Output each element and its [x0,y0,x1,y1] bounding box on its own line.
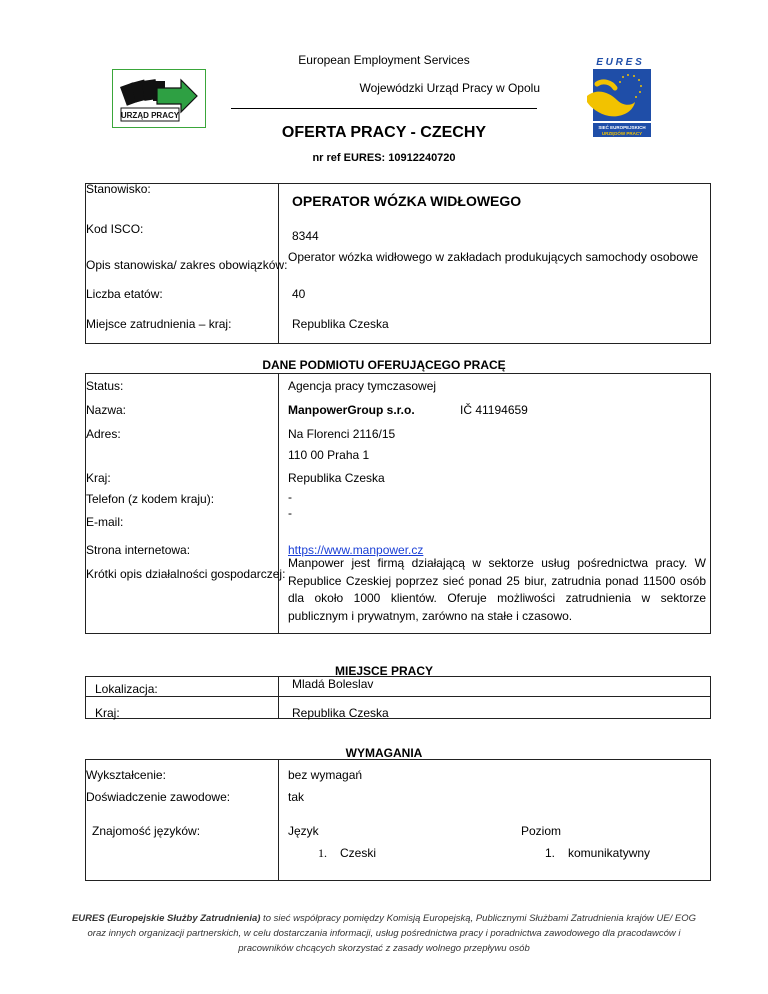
status-value: Agencja pracy tymczasowej [288,379,437,393]
miejsce-zatrudnienia-label: Miejsce zatrudnienia – kraj: [86,317,232,331]
level-value: komunikatywny [568,846,651,860]
stanowisko-value: OPERATOR WÓZKA WIDŁOWEGO [292,193,522,209]
telefon-value: - [288,490,292,504]
opis-stanowiska-value: Operator wózka widłowego w zakładach produkujących samochody osobowe [288,250,699,264]
miejsce-zatrudnienia-value: Republika Czeska [292,317,389,331]
email-value: - [288,506,292,520]
ic-value: IČ 41194659 [460,403,528,417]
kraj-label: Kraj: [86,471,111,485]
footer-note [60,911,708,956]
doswiadczenie-label: Doświadczenie zawodowe: [86,790,231,804]
urzad-pracy-logo-text: URZĄD PRACY [120,111,180,120]
stanowisko-label: Stanowisko: [86,182,151,196]
opis-dzialalnosci-value: Manpower jest firmą działającą w sektorze usług pośrednictwa pracy. W Republice Czeskiej poprzez sieć ponad 25 biur, zatrudnia ponad 11500 osób dla około 1000 klientów. Oferuje możliwości zatrudnienia w sektorze publicznym i prywatnym, zarówno na stałe i czasowo. [288,556,706,623]
urzad-pracy-logo-icon [113,70,205,127]
telefon-label: Telefon (z kodem kraju): [86,492,215,506]
jezyki-label: Znajomość języków: [92,824,201,838]
poziom-header: Poziom [521,824,562,838]
reference-number: nr ref EURES: 10912240720 [312,152,456,164]
workplace-table [85,676,711,719]
urzad-pracy-logo [112,69,206,128]
www-label: Strona internetowa: [86,543,191,557]
workplace-row-divider [85,696,710,697]
workplace-kraj-label: Kraj: [95,706,120,720]
lokalizacja-value: Mladá Boleslav [292,677,374,691]
header-org: European Employment Services [298,53,470,67]
nazwa-label: Nazwa: [86,403,127,417]
employer-table-divider [278,373,279,633]
language-name: Czeski [340,846,377,860]
www-link[interactable]: https://www.manpower.cz [288,543,424,557]
liczba-etatow-value: 40 [292,287,306,301]
footer-line-1-rest: to sieć współpracy pomiędzy Komisją Europejską, Publicznymi Służbami Zatrudnienia krajów UE/ EOG [260,913,697,924]
isco-label: Kod ISCO: [86,222,144,236]
adres-line-1: Na Florenci 2116/15 [288,427,396,441]
eures-tagline-2: URZĘDÓW PRACY [601,131,643,136]
opis-stanowiska-label: Opis stanowiska/ zakres obowiązków: [86,258,288,272]
requirements-section-title: WYMAGANIA [345,746,423,760]
doswiadczenie-value: tak [288,790,305,804]
workplace-table-divider [278,676,279,718]
requirements-table [85,759,711,881]
adres-label: Adres: [86,427,121,441]
workplace-kraj-value: Republika Czeska [292,706,389,720]
header-office: Wojewódzki Urząd Pracy w Opolu [359,81,540,95]
lokalizacja-label: Lokalizacja: [95,682,158,696]
wyksztalcenie-label: Wykształcenie: [86,768,166,782]
level-number: 1. [545,846,556,860]
footer-line-1 [60,911,708,926]
isco-value: 8344 [292,229,319,243]
jezyk-header: Język [288,824,319,838]
footer-line-3: pracowników chcących skorzystać z zasady wolnego przepływu osób [238,943,530,954]
opis-dzialalnosci-label: Krótki opis działalności gospodarczej: [86,567,286,581]
liczba-etatow-label: Liczba etatów: [86,287,163,301]
status-label: Status: [86,379,124,393]
workplace-section-title: MIEJSCE PRACY [334,664,434,678]
page-title: OFERTA PRACY - CZECHY [281,124,487,141]
footer-bold: EURES (Europejskie Służby Zatrudnienia) [71,913,261,924]
kraj-value: Republika Czeska [288,471,385,485]
wyksztalcenie-value: bez wymagań [288,768,363,782]
nazwa-value: ManpowerGroup s.r.o. [288,403,415,417]
eures-logo-text: E U R E S [596,57,642,68]
employer-section-title: DANE PODMIOTU OFERUJĄCEGO PRACĘ [262,358,506,372]
requirements-table-divider [278,759,279,880]
adres-line-2: 110 00 Praha 1 [288,448,370,462]
header-divider [231,108,537,109]
eures-tagline-1: SIEĆ EUROPEJSKICH [598,125,646,130]
language-number: 1. [318,846,327,860]
footer-line-2: oraz innych organizacji partnerskich, w celu dostarczania informacji, usług pośrednictwa pracy i poradnictwa zawodowego dla pracodawców i [87,928,681,939]
email-label: E-mail: [86,515,124,529]
